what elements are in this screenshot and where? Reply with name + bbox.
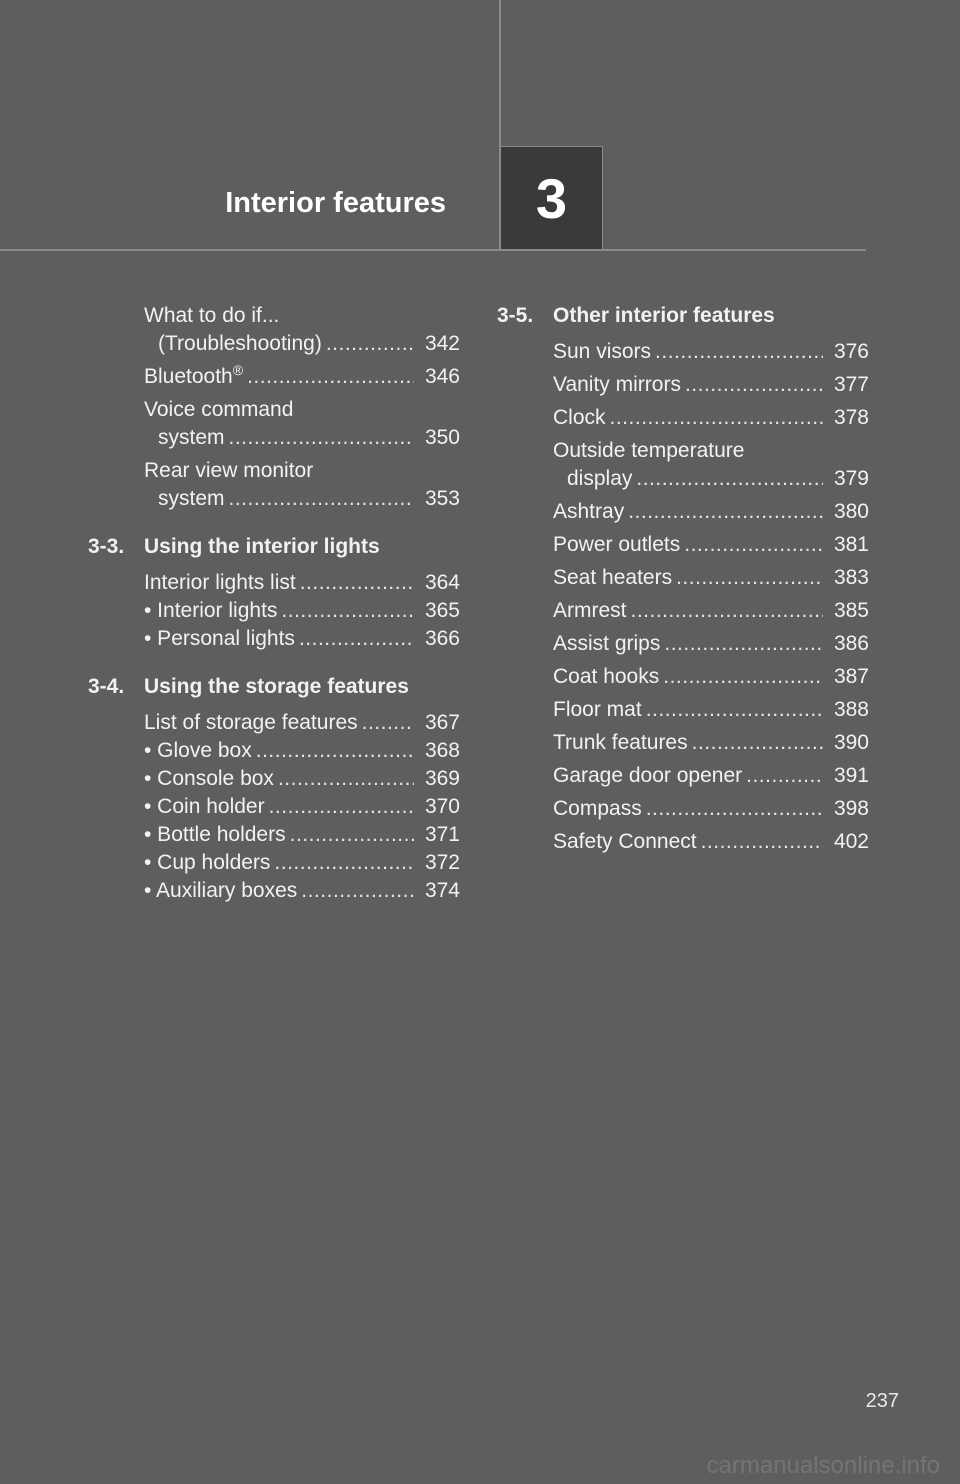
toc-entry[interactable] [497,795,869,823]
toc-page: 369 [424,767,460,790]
toc-page: 370 [424,795,460,818]
toc-page: 372 [424,851,460,874]
toc-page: 365 [424,599,460,622]
section-heading-3-3[interactable] [88,533,460,561]
section-heading-3-4[interactable] [88,673,460,701]
toc-entry[interactable] [497,663,869,691]
toc-entry[interactable] [497,531,869,559]
toc-entry[interactable] [497,465,869,493]
toc-entry[interactable] [497,371,869,399]
dot-leader [274,849,414,877]
toc-label: system [158,426,225,449]
dot-leader [685,371,823,399]
watermark: carmanualsonline.info [706,1452,940,1479]
toc-label: Assist grips [553,632,661,655]
dot-leader [281,597,414,625]
dot-leader [663,663,823,691]
dot-leader [269,793,414,821]
dot-leader [636,465,823,493]
dot-leader [628,498,823,526]
section-title: Other interior features [553,304,775,327]
toc-label: Safety Connect [553,830,697,853]
toc-entry[interactable] [497,828,869,856]
toc-entry[interactable] [497,404,869,432]
toc-entry-outside-temp-line1[interactable]: Outside temperature [553,439,745,462]
section-number: 3-4. [88,675,125,698]
toc-label: List of storage features [144,711,358,734]
toc-entry[interactable] [88,625,460,653]
toc-label: Ashtray [553,500,625,523]
toc-entry[interactable] [497,729,869,757]
dot-leader [229,485,414,513]
dot-leader [676,564,823,592]
toc-label: Trunk features [553,731,688,754]
dot-leader [278,765,414,793]
toc-entry[interactable] [497,564,869,592]
toc-entry[interactable] [497,696,869,724]
dot-leader [256,737,414,765]
toc-page: 364 [424,571,460,594]
dot-leader [299,625,414,653]
dot-leader [290,821,414,849]
section-heading-3-5[interactable] [497,302,869,330]
toc-page: 378 [833,406,869,429]
toc-page: 366 [424,627,460,650]
toc-entry[interactable] [88,737,460,765]
toc-page: 350 [424,426,460,449]
chapter-number-tab [500,146,603,250]
toc-page: 367 [424,711,460,734]
toc-page: 398 [833,797,869,820]
toc-entry[interactable] [88,569,460,597]
toc-label: Sun visors [553,340,652,363]
dot-leader [664,630,823,658]
toc-page: 371 [424,823,460,846]
toc-page: 387 [833,665,869,688]
toc-label: • Interior lights [144,599,278,622]
toc-page: 386 [833,632,869,655]
toc-label: (Troubleshooting) [158,332,322,355]
toc-label: Garage door opener [553,764,743,787]
toc-entry[interactable] [88,877,460,905]
dot-leader [229,424,414,452]
toc-left-column [88,302,460,905]
toc-label: Armrest [553,599,627,622]
toc-entry[interactable] [497,498,869,526]
toc-page: 342 [424,332,460,355]
dot-leader [631,597,824,625]
toc-label: • Console box [144,767,274,790]
dot-leader [300,569,414,597]
toc-label: Power outlets [553,533,681,556]
dot-leader [701,828,823,856]
toc-label: Bluetooth® [144,362,244,388]
toc-page: 391 [833,764,869,787]
toc-page: 402 [833,830,869,853]
toc-label: display [567,467,633,490]
toc-entry-voice-command[interactable] [88,424,460,452]
registered-mark: ® [232,362,244,378]
toc-entry[interactable] [88,709,460,737]
toc-page: 380 [833,500,869,523]
section-number: 3-3. [88,535,125,558]
toc-entry[interactable] [88,849,460,877]
toc-page: 346 [424,365,460,388]
toc-label: • Bottle holders [144,823,286,846]
chapter-title: Interior features [225,187,446,219]
toc-entry[interactable] [88,765,460,793]
dot-leader [247,363,414,391]
toc-entry-troubleshooting-line1[interactable]: What to do if... [144,304,280,327]
toc-page: 383 [833,566,869,589]
toc-page: 374 [424,879,460,902]
toc-entry[interactable] [497,338,869,366]
toc-entry[interactable] [497,630,869,658]
dot-leader [692,729,823,757]
toc-page: 390 [833,731,869,754]
chapter-number: 3 [535,166,568,230]
toc-label: Vanity mirrors [553,373,681,396]
toc-page: 381 [833,533,869,556]
toc-label: Clock [553,406,606,429]
toc-page: 353 [424,487,460,510]
dot-leader [362,709,414,737]
toc-entry-voice-line1[interactable]: Voice command [144,398,294,421]
dot-leader [746,762,823,790]
toc-label: system [158,487,225,510]
toc-page: 368 [424,739,460,762]
section-title: Using the interior lights [144,535,380,558]
dot-leader [646,696,823,724]
header-horizontal-rule [0,249,866,251]
toc-page: 388 [833,698,869,721]
toc-entry[interactable] [88,793,460,821]
toc-page: 385 [833,599,869,622]
toc-label: Floor mat [553,698,642,721]
section-title: Using the storage features [144,675,409,698]
toc-page: 376 [833,340,869,363]
dot-leader [610,404,823,432]
toc-label: • Personal lights [144,627,295,650]
toc-entry-rearview-line1[interactable]: Rear view monitor [144,459,314,482]
toc-label: • Auxiliary boxes [144,879,298,902]
toc-label: • Glove box [144,739,252,762]
dot-leader [326,330,414,358]
toc-entry-troubleshooting[interactable] [88,330,460,358]
section-number: 3-5. [497,304,534,327]
dot-leader [655,338,823,366]
toc-entry[interactable] [88,597,460,625]
toc-page: 377 [833,373,869,396]
toc-entry[interactable] [497,597,869,625]
toc-entry-rear-view-monitor[interactable] [88,485,460,513]
toc-label: Seat heaters [553,566,673,589]
page-number: 237 [865,1390,899,1412]
toc-label: • Coin holder [144,795,265,818]
toc-label: Interior lights list [144,571,296,594]
toc-label: • Cup holders [144,851,271,874]
dot-leader [684,531,823,559]
toc-page: 379 [833,467,869,490]
toc-entry[interactable] [88,821,460,849]
toc-entry-bluetooth[interactable] [88,363,460,391]
toc-label: Coat hooks [553,665,660,688]
toc-label: Compass [553,797,642,820]
toc-right-column [497,302,869,856]
toc-entry[interactable] [497,762,869,790]
dot-leader [646,795,823,823]
dot-leader [301,877,414,905]
